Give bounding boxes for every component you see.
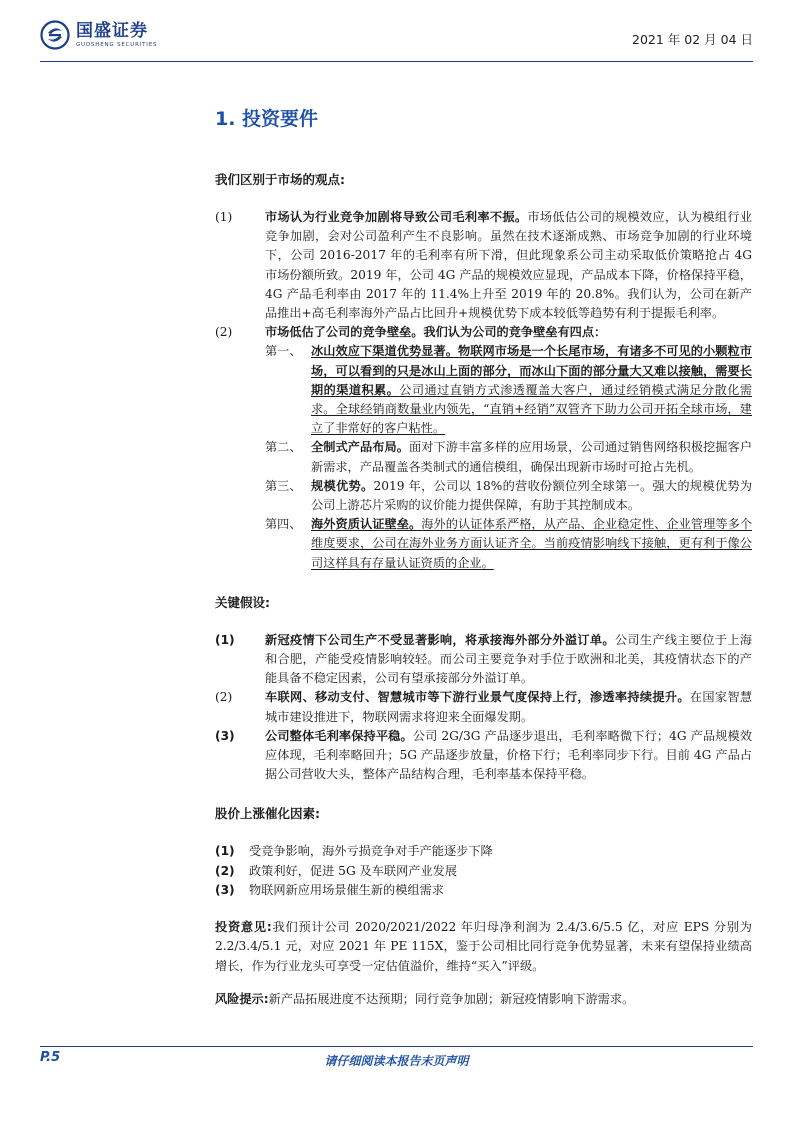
item-number: (3) [215,882,235,897]
catalysts-heading: 股价上涨催化因素: [215,806,320,822]
investment-text: 我们预计公司 2020/2021/2022 年归母净利润为 2.4/3.6/5.5 亿，对应 EPS 分别为 2.2/3.4/5.1 元，对应 2021 年 PE 115X，鉴于公司相比同行竞争优势显著，未来有望保持业绩高增长，作为行业龙头可享受一定估值溢价，维持“买入”评级。 [215,920,752,973]
item-text: 市场低估公司的规模效应，认为模组行业竞争加剧，会对公司盈利产生不良影响。虽然在技术逐渐成熟、市场竞争加剧的行业环境下，公司 2016-2017 年的毛利率有所下滑，但此现象系公司主动采取低价策略抢占 4G 市场份额所致。2019 年，公司 4G 产品的规模效应显现，产品成本下降，价格保持平稳，4G 产品毛利率由 2017 年的 11.4%上升至 2019 年的 20.8%。我们认为，公司在新产品推出+高毛利率海外产品占比回升+规模优势下成本较低等趋势有利于提振毛利率。 [265,210,753,321]
item-text: 物联网新应用场景催生新的模组需求 [249,882,444,897]
item-number: (2) [215,325,233,340]
barrier-bold-lead: 规模优势。 [311,478,374,493]
main-content [215,170,752,1009]
item-text: 受竞争影响，海外亏损竞争对手产能逐步下降 [249,844,493,859]
assumption-item-1 [215,631,752,689]
investment-label: 投资意见: [215,920,272,935]
catalyst-item-2 [215,862,752,881]
page-number: P.5 [40,1050,61,1065]
item-number: (2) [215,863,235,878]
page-header [40,20,753,62]
item-bold-lead: 新冠疫情下公司生产不受显著影响，将承接海外部分外溢订单。 [265,632,615,647]
section-title: 1. 投资要件 [215,108,319,130]
item-number: (1) [215,844,235,859]
market-view-heading: 我们区别于市场的观点: [215,172,345,187]
footer-divider [40,1046,753,1047]
barrier-number: 第四、 [265,517,302,532]
logo-chinese-name: 国盛证券 [76,21,148,41]
footer-disclaimer: 请仔细阅读本报告末页声明 [324,1054,469,1068]
catalyst-item-1 [215,842,752,861]
risk-text: 新产品拓展进度不达预期；同行竞争加剧；新冠疫情影响下游需求。 [268,991,635,1006]
market-view-item-2 [215,323,752,342]
header-divider [40,61,753,62]
item-bold-lead: 市场低估了公司的竞争壁垒。我们认为公司的竞争壁垒有四点： [265,325,607,340]
assumptions-heading: 关键假设: [215,594,270,610]
item-number: (1) [215,632,235,647]
barrier-item-3 [265,477,752,515]
barrier-text: 海外的认证体系严格，从产品、企业稳定性、企业管理等多个维度要求，公司在海外业务方面认证齐全。当前疫情影响线下接触，更有利于像公司这样具有存量认证资质的企业。 [311,517,753,570]
investment-opinion [215,918,752,976]
company-logo [40,20,157,50]
item-number: (1) [215,210,233,224]
barrier-number: 第三、 [265,478,302,493]
guosheng-logo-icon [40,20,70,50]
barrier-text: 2019 年，公司以 18%的营收份额位列全球第一。强大的规模优势为公司上游芯片采购的议价能力提供保障，有助于其控制成本。 [311,478,753,513]
barrier-item-4 [265,515,752,573]
market-view-item-1 [215,208,752,323]
barrier-bold-lead: 海外资质认证壁垒。 [311,517,422,532]
barrier-bold-lead: 全制式产品布局。 [311,440,410,455]
item-number: (3) [215,728,235,743]
barrier-text: 公司通过直销方式渗透覆盖大客户，通过经销模式满足分散化需求。全球经销商数量业内领先，“直销+经销”双管齐下助力公司开拓全球市场，建立了非常好的客户粘性。 [311,382,753,436]
risk-warning [215,990,752,1009]
barrier-number: 第一、 [265,344,302,359]
barrier-text: 面对下游丰富多样的应用场景，公司通过销售网络积极挖掘客户新需求，产品覆盖各类制式的通信模组，确保出现新市场时可抢占先机。 [311,440,753,474]
logo-english-name: GUOSHENG SECURITIES [76,42,158,48]
item-text: 政策利好，促进 5G 及车联网产业发展 [249,863,458,878]
item-text: 公司 2G/3G 产品逐步退出，毛利率略微下行；4G 产品规模效应体现，毛利率略回升；5G 产品逐步放量，价格下行；毛利率同步下行。目前 4G 产品占据公司营收大头，整体产品结构合理，毛利率基本保持平稳。 [265,728,753,782]
assumption-item-3 [215,727,752,785]
barrier-item-2 [265,438,752,476]
report-date: 2021 年 02 月 04 日 [632,32,753,47]
item-bold-lead: 公司整体毛利率保持平稳。 [265,728,413,743]
catalyst-item-3 [215,881,752,900]
risk-label: 风险提示: [215,991,269,1006]
barrier-bold-lead: 冰山效应下渠道优势显著。物联网市场是一个长尾市场，有诸多不可见的小颗粒市场，可以看到的只是冰山上面的部分，而冰山下面的部分量大又难以接触，需要长期的渠道积累。 [311,344,752,397]
item-text: 公司生产线主要位于上海和合肥，产能受疫情影响较轻。而公司主要竞争对手位于欧洲和北美，其疫情状态下的产能具备不稳定因素，公司有望承接部分外溢订单。 [265,632,753,686]
barrier-number: 第二、 [265,440,302,455]
item-text: 在国家智慧城市建设推进下，物联网需求将迎来全面爆发期。 [265,690,753,724]
barrier-item-1 [265,342,752,438]
item-number: (2) [215,690,233,705]
item-bold-lead: 车联网、移动支付、智慧城市等下游行业景气度保持上行，渗透率持续提升。 [265,690,690,705]
assumption-item-2 [215,688,752,726]
item-bold-lead: 市场认为行业竞争加剧将导致公司毛利率不振。 [265,210,528,224]
